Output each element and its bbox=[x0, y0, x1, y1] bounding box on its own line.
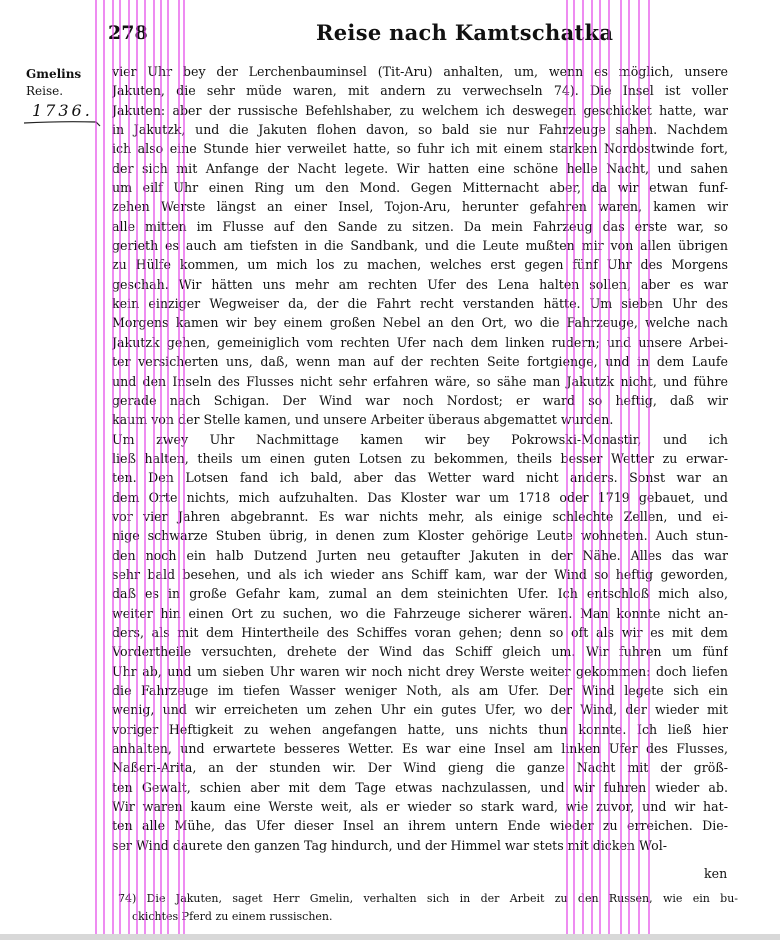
body-text bbox=[112, 62, 728, 855]
body-line: ich also eine Stunde hier verweilet hatte, so fuhr ich mit einem starken Nordostwinde fort, bbox=[112, 141, 728, 157]
body-line: gerieth es auch am tiefsten in die Sandbank, und die Leute mußten mir von allen übrigen bbox=[112, 238, 728, 254]
body-line: zu Hülfe kommen, um mich los zu machen, welches erst gegen fünf Uhr des Morgens bbox=[112, 257, 728, 273]
body-line: ten. Den Lotsen fand ich bald, aber das Wetter ward nicht anders. Sonst war an bbox=[112, 470, 728, 486]
footnote-line: ckichtes Pferd zu einem russischen. bbox=[132, 910, 333, 923]
body-line: und den Inseln des Flusses nicht sehr erfahren wäre, so sähe man Jakutzk nicht, und führe bbox=[112, 373, 728, 389]
footnote bbox=[118, 890, 738, 926]
body-line: alle mitten im Flusse auf den Sande zu sitzen. Da mein Fahrzeug das erste war, so bbox=[112, 218, 728, 234]
body-line: Jakutzk gehen, gemeiniglich vom rechten Ufer nach dem linken rudern; und unsere Arbei- bbox=[112, 334, 728, 350]
body-line: Jakuten: aber der russische Befehlshaber, zu welchem ich deswegen geschicket hatte, war bbox=[112, 102, 728, 118]
body-line: ter versicherten uns, daß, wenn man auf der rechten Seite fortgienge, und in dem Laufe bbox=[112, 354, 728, 370]
bottom-scrollbar-strip bbox=[0, 934, 780, 940]
body-line: voriger Heftigkeit zu wehen angefangen hatte, uns nichts thun konnte. Ich ließ hier bbox=[112, 721, 728, 737]
body-line: Um zwey Uhr Nachmittage kamen wir bey Pokrowski-Monastir, und ich bbox=[112, 431, 728, 447]
margin-note-author: Gmelins bbox=[26, 67, 82, 81]
body-line: Uhr ab, und um sieben Uhr waren wir noch nicht drey Werste weiter gekommen: doch liefen bbox=[112, 663, 728, 679]
margin-note-year: 1736. bbox=[32, 101, 93, 120]
body-line: kaum von der Stelle kamen, und unsere Arbeiter überaus abgemattet wurden. bbox=[112, 412, 614, 428]
body-line: Naßeri-Arita, an der stunden wir. Der Wind gieng die ganze Nacht mit der größ- bbox=[112, 760, 728, 776]
body-line: ten Gewalt, schien aber mit dem Tage etwas nachzulassen, und wir fuhren wieder ab. bbox=[112, 779, 728, 795]
body-line: ließ halten, theils um einen guten Lotsen zu bekommen, theils besser Wetter zu erwar- bbox=[112, 450, 728, 466]
body-line: nige schwarze Stuben übrig, in denen zum Kloster gehörige Leute wohneten. Auch stun- bbox=[112, 528, 728, 544]
body-line: in Jakutzk, und die Jakuten flohen davon, so bald sie nur Fahrzeuge sahen. Nachdem bbox=[112, 122, 728, 138]
body-line: daß es in große Gefahr kam, zumal an dem steinichten Ufer. Ich entschloß mich also, bbox=[112, 586, 728, 602]
body-line: um eilf Uhr einen Ring um den Mond. Gegen Mitternacht aber, da wir etwan funf- bbox=[112, 180, 728, 196]
body-line: Jakuten, die sehr müde waren, mit andern zu verwechseln 74). Die Insel ist voller bbox=[112, 83, 728, 99]
margin-note bbox=[26, 66, 106, 119]
body-line: geschah. Wir hätten uns mehr am rechten Ufer des Lena halten sollen, aber es war bbox=[112, 276, 728, 292]
body-line: dem Orte nichts, mich aufzuhalten. Das Kloster war um 1718 oder 1719 gebauet, und bbox=[112, 489, 728, 505]
body-line: weiter hin einen Ort zu suchen, wo die Fahrzeuge sicherer wären. Man konnte nicht an- bbox=[112, 605, 728, 621]
body-line: ten alle Mühe, das Ufer dieser Insel an ihrem untern Ende wieder zu erreichen. Die- bbox=[112, 818, 728, 834]
body-line: ser Wind daurete den ganzen Tag hindurch, und der Himmel war stets mit dicken Wol- bbox=[112, 837, 668, 853]
body-line: kein einziger Wegweiser da, der die Fahrt recht verstanden hätte. Um sieben Uhr des bbox=[112, 296, 728, 312]
body-line: anhalten, und erwartete besseres Wetter. Es war eine Insel am linken Ufer des Flusses, bbox=[112, 741, 728, 757]
body-line: wenig, und wir erreicheten um zehen Uhr ein gutes Ufer, wo der Wind, der wieder mit bbox=[112, 702, 728, 718]
body-line: Morgens kamen wir bey einem großen Nebel an den Ort, wo die Fahrzeuge, welche nach bbox=[112, 315, 728, 331]
margin-note-label: Reise. bbox=[26, 84, 64, 98]
body-line: vier Uhr bey der Lerchenbauminsel (Tit-Aru) anhalten, um, wenn es möglich, unsere bbox=[112, 64, 728, 79]
catchword: ken bbox=[704, 866, 728, 881]
body-line: Vordertheile versuchten, drehete der Wind das Schiff gleich um. Wir fuhren um fünf bbox=[112, 644, 728, 660]
body-line: vor vier Jahren abgebrannt. Es war nichts mehr, als einige schlechte Zellen, und ei- bbox=[112, 508, 728, 524]
page-number: 278 bbox=[108, 22, 148, 44]
body-line: gerade nach Schigan. Der Wind war noch Nordost; er ward so heftig, daß wir bbox=[112, 392, 728, 408]
body-line: die Fahrzeuge im tiefen Wasser weniger Noth, als am Ufer. Der Wind legete sich ein bbox=[112, 683, 728, 698]
body-line: der sich mit Anfange der Nacht legete. Wir hatten eine schöne helle Nacht, und sahen bbox=[112, 160, 728, 176]
body-line: ders, als mit dem Hintertheile des Schiffes voran gehen; denn so oft als wir es mit dem bbox=[112, 624, 728, 640]
footnote-line: 74) Die Jakuten, saget Herr Gmelin, verhalten sich in der Arbeit zu den Russen, wie ein bu- bbox=[118, 892, 738, 905]
body-line: sehr bald besehen, und als ich wieder ans Schiff kam, war der Wind so heftig geworden, bbox=[112, 566, 728, 582]
margin-note-underline bbox=[22, 120, 102, 128]
body-line: den noch ein halb Dutzend Jurten neu getaufter Jakuten in der Nähe. Alles das war bbox=[112, 547, 728, 563]
running-title: Reise nach Kamtschatka bbox=[316, 20, 614, 45]
body-line: Wir waren kaum eine Werste weit, als er wieder so stark ward, wie zuvor, und wir hat- bbox=[112, 799, 728, 815]
body-line: zehen Werste längst an einer Insel, Tojon-Aru, herunter gefahren waren, kamen wir bbox=[112, 199, 728, 215]
